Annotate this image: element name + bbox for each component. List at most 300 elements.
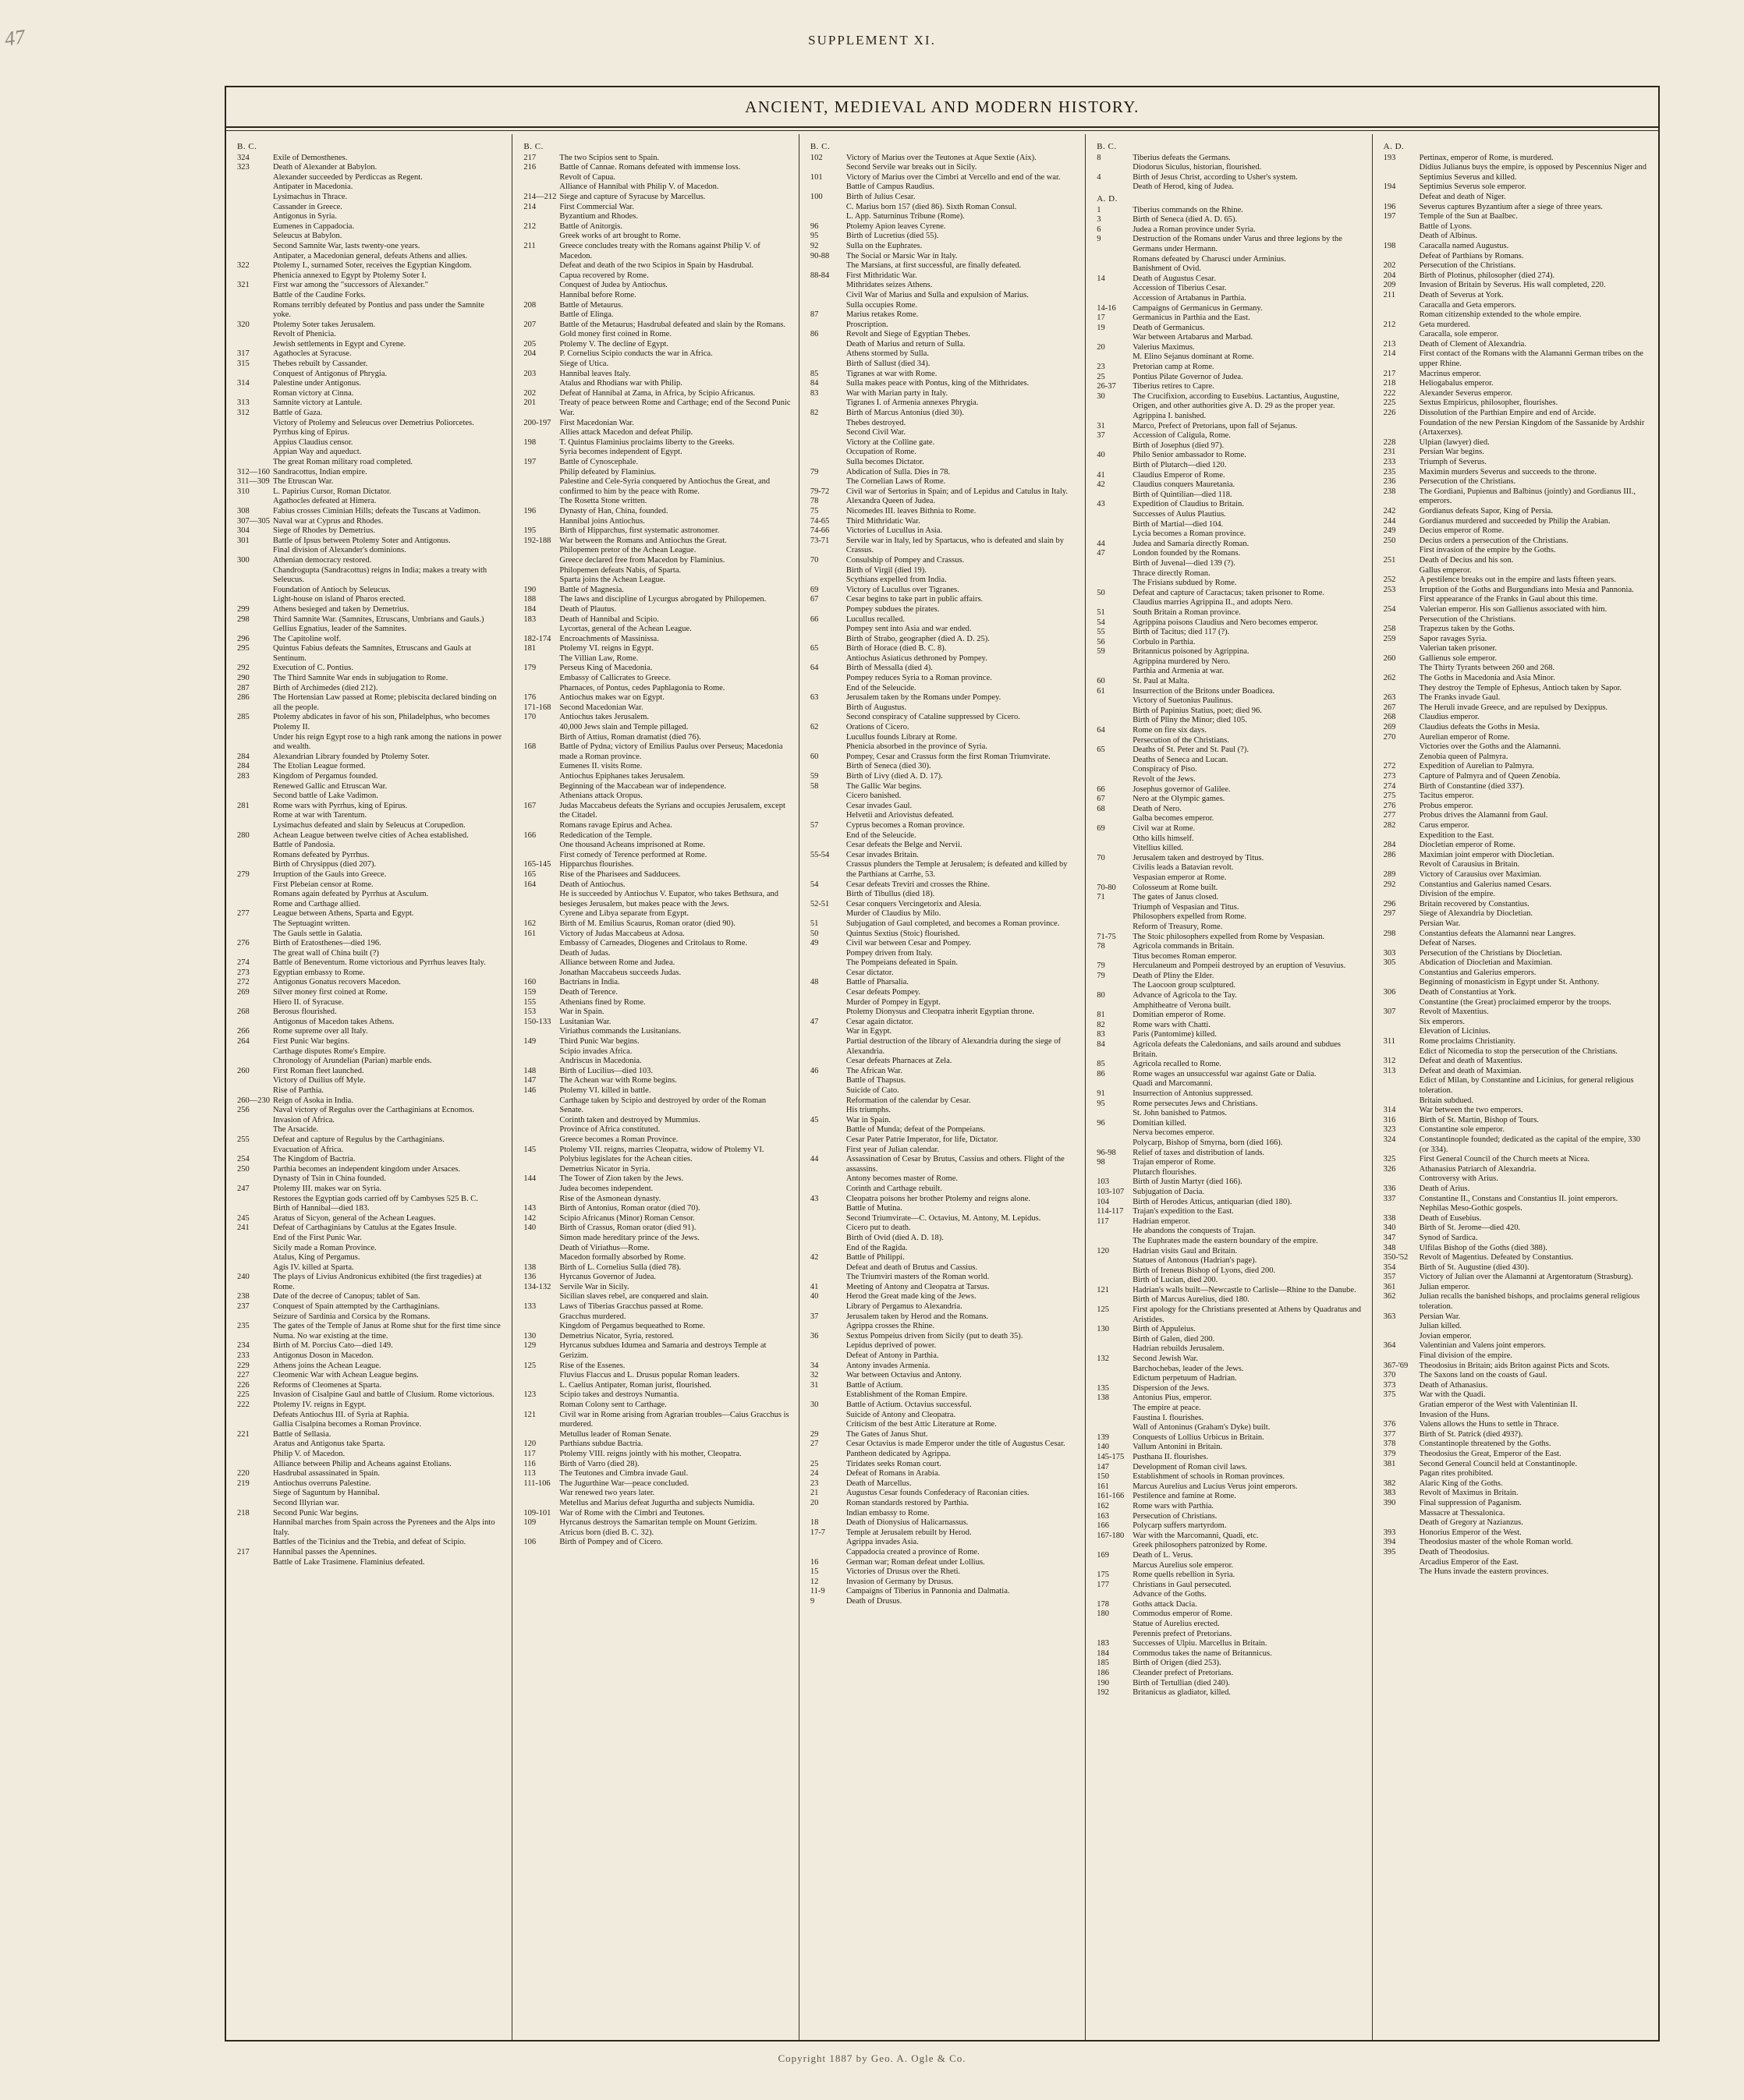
entry-event: Allies attack Macedon and defeat Philip. <box>559 428 693 437</box>
entry-year <box>1097 1237 1133 1247</box>
entry-year <box>810 802 846 812</box>
timeline-entry <box>523 1450 790 1460</box>
entry-event: Athenians fined by Rome. <box>559 997 646 1007</box>
entry-year: 44 <box>810 1155 819 1164</box>
entry-year: 212 <box>1383 320 1396 329</box>
entry-year <box>1384 1174 1420 1185</box>
timeline-entry <box>1097 765 1363 775</box>
timeline-entry <box>1097 1070 1363 1080</box>
entry-year: 195 <box>523 526 537 536</box>
timeline-entry <box>810 566 1077 576</box>
entry-event: Defeat of Narses. <box>1419 939 1476 948</box>
entry-event: Rise of Parthia. <box>273 1086 324 1095</box>
entry-year <box>810 398 846 409</box>
timeline-entry <box>523 1322 790 1332</box>
entry-event: War in Spain. <box>845 1115 891 1124</box>
entry-event: Birth of St. Jerome—died 420. <box>1419 1224 1521 1233</box>
entry-event: Capture of Palmyra and of Queen Zenobia. <box>1419 772 1561 781</box>
entry-event: Encroachments of Massinissa. <box>559 634 659 643</box>
entry-year <box>523 468 559 478</box>
entry-event: Birth of Constantine (died 337). <box>1419 781 1525 791</box>
entry-year: 237 <box>237 1302 250 1312</box>
timeline-entry <box>1384 271 1650 282</box>
entry-year: 214 <box>1383 349 1396 359</box>
entry-year: 48 <box>810 978 819 987</box>
entry-event: Defeat of Carthaginians by Catulus at the Egates Insule. <box>273 1224 457 1233</box>
timeline-entry <box>1384 1125 1650 1135</box>
entry-event: Cyrene and Libya separate from Egypt. <box>559 909 689 919</box>
entry-event: Civil war between Cesar and Pompey. <box>845 939 972 948</box>
entry-year: 274 <box>237 958 250 968</box>
entry-year <box>1097 569 1133 579</box>
timeline-entry <box>237 448 504 458</box>
entry-event: Eumenes in Cappadocia. <box>273 221 355 231</box>
entry-event: Birth of Virgil (died 19). <box>845 565 927 575</box>
timeline-entry <box>1384 546 1650 556</box>
entry-year: 3 <box>1097 215 1101 225</box>
timeline-entry <box>523 291 790 301</box>
entry-event: The gates of the Temple of Janus at Rome shut for the first time since Numa. No war existing at the time. <box>273 1322 501 1340</box>
entry-year: 43 <box>1097 500 1105 509</box>
entry-year: 253 <box>1383 585 1396 594</box>
entry-event: Agrippina murdered by Nero. <box>1133 657 1231 666</box>
timeline-entry <box>1097 471 1363 481</box>
entry-event: Gracchus murdered. <box>559 1312 626 1321</box>
entry-year: 140 <box>1097 1443 1109 1452</box>
entry-year: 378 <box>1383 1440 1396 1449</box>
entry-event: Victories of Drusus over the Rheti. <box>845 1567 961 1577</box>
entry-year: 91 <box>1097 1089 1105 1098</box>
entry-year <box>237 1146 273 1156</box>
timeline-entry <box>1384 1548 1650 1558</box>
entry-year: 101 <box>810 172 823 182</box>
entry-year <box>523 1292 559 1302</box>
timeline-entry <box>523 733 790 743</box>
entry-event: Irruption of the Gauls into Greece. <box>273 869 387 879</box>
timeline-entry <box>1384 958 1650 969</box>
timeline-entry <box>523 1067 790 1077</box>
timeline-entry <box>810 684 1077 694</box>
timeline-entry <box>237 507 504 517</box>
entry-year: 138 <box>1097 1394 1109 1403</box>
timeline-entry <box>810 1253 1077 1263</box>
timeline-entry <box>1384 860 1650 870</box>
entry-year: 84 <box>1097 1040 1105 1050</box>
timeline-entry <box>810 723 1077 733</box>
entry-event: Second Civil War. <box>845 428 906 437</box>
entry-event: Expedition of Aurelian to Palmyra. <box>1419 762 1534 771</box>
timeline-entry <box>523 693 790 703</box>
entry-event: C. Marius born 157 (died 86). Sixth Roman Consul. <box>845 202 1017 211</box>
timeline-entry <box>1097 854 1363 864</box>
entry-event: Amphitheatre of Verona built. <box>1133 1000 1231 1010</box>
timeline-entry <box>237 998 504 1008</box>
timeline-entry <box>237 1371 504 1381</box>
timeline-entry <box>810 635 1077 645</box>
timeline-entry <box>523 1273 790 1283</box>
entry-year: 251 <box>1383 555 1396 565</box>
entry-year <box>237 998 273 1008</box>
entry-event: Lycia becomes a Roman province. <box>1133 529 1246 539</box>
entry-event: Philopemen defeats Nabis, of Sparta. <box>559 565 682 575</box>
timeline-entry <box>810 497 1077 507</box>
timeline-entry <box>523 1204 790 1214</box>
entry-year: 326 <box>1383 1164 1396 1174</box>
entry-event: Antony becomes master of Rome. <box>845 1174 958 1184</box>
timeline-entry <box>1384 1312 1650 1323</box>
entry-event: The Thirty Tyrants between 260 and 268. <box>1419 664 1555 673</box>
entry-event: First Punic War begins. <box>273 1037 350 1046</box>
entry-event: The empire at peace. <box>1133 1404 1201 1412</box>
entry-event: Reign of Asoka in India. <box>273 1096 353 1105</box>
entry-event: Hyrcanus subdues Idumea and Samaria and destroys Temple at Gerizim. <box>559 1341 767 1361</box>
entry-event: Servile war in Italy, led by Spartacus, who is defeated and slain by Crassus. <box>845 536 1065 555</box>
entry-event: Birth of Archimedes (died 212). <box>273 683 378 692</box>
timeline-column-2 <box>512 134 799 2040</box>
entry-event: Death of Eusebius. <box>1419 1213 1482 1223</box>
entry-year <box>237 1420 273 1430</box>
entry-year <box>523 330 559 340</box>
timeline-entry <box>810 1018 1077 1028</box>
entry-event: Death of Theodosius. <box>1419 1547 1490 1556</box>
entry-year: 168 <box>523 742 537 752</box>
timeline-entry <box>1384 556 1650 566</box>
entry-event: Fabius crosses Ciminian Hills; defeats the Tuscans at Vadimon. <box>273 506 481 515</box>
timeline-entry <box>237 890 504 900</box>
timeline-entry <box>237 772 504 782</box>
entry-event: Alexander succeeded by Perdiccas as Regent. <box>273 172 423 182</box>
timeline-entry <box>237 526 504 537</box>
entry-year: 277 <box>237 909 250 919</box>
entry-event: Third Mithridatic War. <box>845 516 920 526</box>
entry-year: 324 <box>237 153 250 162</box>
entry-year <box>523 291 559 301</box>
entry-event: Statue of Aurelius erected. <box>1133 1620 1220 1629</box>
timeline-entry <box>1097 1001 1363 1011</box>
entry-year: 300 <box>237 555 250 565</box>
entry-year: 350-'52 <box>1383 1253 1409 1262</box>
entry-event: Claudius Emperor of Rome. <box>1133 470 1225 480</box>
entry-year: 143 <box>523 1204 537 1213</box>
entry-event: Second Servile war breaks out in Sicily. <box>845 163 977 172</box>
entry-event: Development of Roman civil laws. <box>1133 1462 1247 1471</box>
timeline-entry <box>523 468 790 478</box>
entry-year: 186 <box>1097 1669 1109 1678</box>
entry-event: War of Rome with the Cimbri and Teutones. <box>559 1508 705 1517</box>
entry-event: Judea and Samaria directly Roman. <box>1133 539 1250 548</box>
entry-year: 256 <box>237 1106 250 1115</box>
entry-year: 37 <box>1097 431 1105 441</box>
timeline-entry <box>523 831 790 841</box>
entry-year: 169 <box>1097 1550 1109 1560</box>
timeline-entry <box>1384 1558 1650 1568</box>
entry-event: Foundation of Antioch by Seleucus. <box>273 585 391 594</box>
entry-year: 238 <box>1383 487 1396 496</box>
entry-year: 204 <box>1383 271 1396 280</box>
timeline-entry <box>810 1057 1077 1067</box>
timeline-entry <box>1097 540 1363 550</box>
entry-event: Carthage disputes Rome's Empire. <box>273 1046 386 1056</box>
entry-year: 277 <box>1383 811 1396 820</box>
entry-year <box>1384 644 1420 654</box>
entry-year <box>1384 1018 1420 1028</box>
timeline-entry <box>523 1489 790 1499</box>
timeline-entry <box>810 949 1077 959</box>
timeline-entry <box>1097 1040 1363 1060</box>
timeline-entry <box>810 419 1077 429</box>
entry-year: 16 <box>810 1557 819 1567</box>
entry-year <box>1384 301 1420 311</box>
entry-year: 162 <box>1097 1501 1109 1510</box>
entry-event: Appian Way and aqueduct. <box>273 448 362 457</box>
timeline-entry <box>810 1401 1077 1411</box>
entry-year <box>810 841 846 851</box>
entry-event: Elevation of Licinius. <box>1419 1027 1491 1036</box>
timeline-entry <box>810 330 1077 340</box>
entry-year <box>1384 193 1420 203</box>
timeline-entry <box>237 1224 504 1234</box>
entry-year: 58 <box>810 781 819 791</box>
timeline-entry <box>810 1037 1077 1057</box>
entry-event: Marco, Prefect of Pretorians, upon fall of Sejanus. <box>1133 421 1298 430</box>
timeline-entry <box>237 1263 504 1273</box>
entry-event: Beginning of monasticism in Egypt under St. Anthony. <box>1419 978 1600 987</box>
timeline-entry <box>1097 461 1363 471</box>
entry-year: 286 <box>1383 850 1396 859</box>
entry-event: Birth of Quintilian—died 118. <box>1133 490 1232 499</box>
entry-year: 116 <box>523 1459 536 1468</box>
entry-event: Nephilas Meso-Gothic gospels. <box>1419 1204 1522 1213</box>
entry-event: Birth of Papinius Statius, poet; died 96. <box>1133 706 1262 715</box>
timeline-entry <box>523 723 790 733</box>
entry-event: Expedition to the East. <box>1419 830 1494 840</box>
timeline-entry <box>1384 890 1650 900</box>
entry-event: Campaigns of Germanicus in Germany. <box>1133 303 1263 313</box>
entry-event: Death of Athanasius. <box>1419 1380 1488 1390</box>
entry-year <box>1097 1079 1133 1089</box>
entry-year: 281 <box>237 801 250 810</box>
entry-event: Hadrian's walls built—Newcastle to Carlisle—Rhine to the Danube. <box>1133 1285 1356 1294</box>
timeline-entry <box>1384 880 1650 891</box>
timeline-entry <box>523 1362 790 1372</box>
timeline-entry <box>237 880 504 891</box>
entry-year <box>810 349 846 359</box>
entry-event: Death of Germanicus. <box>1133 323 1205 332</box>
entry-year <box>523 821 559 831</box>
timeline-entry <box>1384 517 1650 527</box>
entry-year <box>810 1548 846 1558</box>
entry-event: The Gates of Janus Shut. <box>845 1429 928 1439</box>
entry-event: Persian War. <box>1419 919 1461 928</box>
entry-year: 109 <box>523 1518 537 1528</box>
entry-event: Second General Council held at Constantinople. <box>1419 1459 1577 1468</box>
timeline-entry <box>1384 212 1650 222</box>
timeline-entry <box>237 1027 504 1037</box>
entry-event: Battle of Thapsus. <box>845 1076 906 1085</box>
entry-year: 86 <box>810 330 819 339</box>
timeline-entry <box>523 762 790 772</box>
entry-year: 87 <box>810 310 819 320</box>
timeline-entry <box>1384 1185 1650 1195</box>
timeline-entry <box>810 958 1077 969</box>
entry-event: Aratus and Antigonus take Sparta. <box>273 1440 385 1449</box>
timeline-entry <box>810 340 1077 350</box>
entry-year: 305 <box>1383 958 1396 968</box>
timeline-entry <box>810 890 1077 900</box>
entry-year <box>1097 1227 1133 1237</box>
entry-event: Lysimachus in Thrace. <box>273 192 348 201</box>
timeline-entry <box>237 154 504 164</box>
entry-event: Valentinian and Valens joint emperors. <box>1419 1341 1546 1351</box>
entry-year: 241 <box>237 1224 250 1233</box>
entry-event: The Frisians subdued by Rome. <box>1133 579 1237 588</box>
entry-year: 213 <box>1383 339 1396 349</box>
entry-event: Syria becomes independent of Egypt. <box>559 448 682 457</box>
timeline-entry <box>1097 1089 1363 1100</box>
timeline-entry <box>1097 490 1363 501</box>
entry-event: Birth of Tibullus (died 18). <box>845 890 935 899</box>
timeline-entry <box>1384 1450 1650 1460</box>
entry-event: Parthians subdue Bactria. <box>559 1440 643 1449</box>
entry-year <box>810 625 846 635</box>
entry-event: Antipater, a Macedonian general, defeats Athens and allies. <box>273 251 468 260</box>
timeline-entry <box>810 428 1077 438</box>
entry-event: Division of the empire. <box>1419 890 1496 899</box>
entry-event: Proscription. <box>845 320 888 329</box>
entry-event: Lepidus deprived of power. <box>845 1341 937 1351</box>
entry-event: Aratus of Sicyon, general of the Achean Leagues. <box>273 1213 436 1223</box>
entry-event: Murder of Pompey in Egypt. <box>845 997 941 1007</box>
entry-year <box>237 1460 273 1470</box>
timeline-entry <box>1097 628 1363 638</box>
entry-year: 316 <box>1383 1115 1396 1124</box>
entry-event: Battle of Mutina. <box>845 1204 902 1213</box>
entry-year <box>523 212 559 222</box>
timeline-entry <box>523 419 790 429</box>
timeline-entry <box>1097 1541 1363 1551</box>
entry-year: 184 <box>1097 1648 1109 1658</box>
entry-year: 41 <box>810 1282 819 1291</box>
entry-event: Battle of Munda; defeat of the Pompeians. <box>845 1125 985 1135</box>
timeline-entry <box>1384 949 1650 959</box>
timeline-entry <box>1384 605 1650 615</box>
entry-event: Cappadocia created a province of Rome. <box>845 1547 980 1556</box>
entry-year <box>237 301 273 320</box>
entry-year: 197 <box>1383 212 1396 221</box>
entry-year: 60 <box>1097 677 1105 686</box>
timeline-entry <box>523 222 790 232</box>
entry-year <box>1097 706 1133 717</box>
entry-event: First comedy of Terence performed at Rome. <box>559 850 707 859</box>
entry-event: Sicilian slaves rebel, are conquered and slain. <box>559 1292 709 1301</box>
entry-event: The Heruli invade Greece, and are repulsed by Dexippus. <box>1419 703 1608 712</box>
entry-year: 47 <box>810 1017 819 1026</box>
entry-event: Rise of the Pharisees and Sadducees. <box>559 869 681 879</box>
entry-year <box>1097 412 1133 422</box>
entry-event: The Villian Law, Rome. <box>559 653 639 663</box>
entry-year: 276 <box>1383 801 1396 810</box>
entry-event: Jerusalem taken by the Romans under Pompey. <box>845 693 1001 703</box>
entry-event: Temple of the Sun at Baalbec. <box>1419 212 1519 221</box>
entry-year: 292 <box>237 664 250 673</box>
entry-year <box>237 1253 273 1263</box>
era-heading: B. C. <box>237 142 257 151</box>
timeline-entry <box>1384 203 1650 213</box>
entry-event: Rome wages an unsuccessful war against Gate or Dalia. <box>1133 1069 1317 1078</box>
timeline-entry <box>810 291 1077 301</box>
entry-year: 382 <box>1383 1478 1396 1488</box>
timeline-entry <box>810 1106 1077 1116</box>
timeline-entry <box>237 1509 504 1519</box>
entry-event: Defeat of Antony in Parthia. <box>845 1351 939 1361</box>
entry-year: 44 <box>1097 539 1105 548</box>
entry-event: Birth of Ireneus Bishop of Lyons, died 200. <box>1133 1266 1276 1275</box>
entry-year <box>1097 1374 1133 1384</box>
entry-year: 8 <box>1097 153 1101 162</box>
entry-event: End of the Seleucide. <box>845 830 916 840</box>
timeline-entry <box>523 566 790 576</box>
entry-year <box>810 949 846 959</box>
timeline-entry <box>1097 1423 1363 1433</box>
entry-year: 307—305 <box>237 516 270 526</box>
timeline-entry <box>1097 559 1363 569</box>
entry-event: Reforms of Cleomenes at Sparta. <box>273 1380 382 1390</box>
timeline-entry <box>1384 1518 1650 1528</box>
entry-event: Victory of Ptolemy and Seleucus over Demetrius Poliorcetes. <box>273 418 474 427</box>
timeline-entry <box>810 1135 1077 1146</box>
entry-year: 301 <box>237 536 250 545</box>
entry-year: 393 <box>1383 1528 1396 1537</box>
entry-event: Polycarp, Bishop of Smyrna, born (died 166). <box>1133 1138 1283 1147</box>
entry-event: Paris (Pantomime) killed. <box>1133 1030 1217 1039</box>
entry-year <box>1097 510 1133 520</box>
entry-event: Battle of Beneventum. Rome victorious and Pyrrhus leaves Italy. <box>273 958 486 968</box>
timeline-entry <box>810 389 1077 399</box>
entry-event: Hadrian emperor. <box>1133 1216 1190 1226</box>
entry-event: Greece declared free from Macedon by Flaminius. <box>559 555 725 565</box>
entry-event: Ptolemy VI. killed in battle. <box>559 1086 651 1095</box>
entry-event: Battle of Pydna; victory of Emilius Paulus over Perseus; Macedonia made a Roman province. <box>559 742 783 761</box>
entry-event: Death of Alexander at Babylon. <box>273 163 378 172</box>
entry-year: 266 <box>237 1027 250 1036</box>
timeline-entry <box>1097 1011 1363 1021</box>
entry-event: Battles of the Ticinius and the Trebia, and defeat of Scipio. <box>273 1538 466 1547</box>
entry-event: Synod of Sardica. <box>1419 1233 1478 1242</box>
entry-event: Helvetii and Ariovistus defeated. <box>845 811 955 820</box>
timeline-entry <box>1097 1561 1363 1571</box>
entry-event: Roman citizenship extended to the whole empire. <box>1419 310 1582 320</box>
entry-event: Defeat and capture of Regulus by the Carthaginians. <box>273 1135 445 1144</box>
entry-event: Edict of Milan, by Constantine and Licinius, for general religious toleration. <box>1419 1076 1634 1095</box>
entry-event: Philo Senior ambassador to Rome. <box>1133 451 1246 460</box>
timeline-entry <box>1097 972 1363 982</box>
timeline-entry <box>237 1411 504 1421</box>
entry-event: Greek philosophers patronized by Rome. <box>1133 1541 1267 1550</box>
timeline-entry <box>810 1067 1077 1077</box>
entry-event: Sulla makes peace with Pontus, king of the Mithridates. <box>845 379 1030 388</box>
entry-event: Demetrius Nicator in Syria. <box>559 1164 650 1174</box>
entry-event: Second Jewish War. <box>1133 1355 1199 1364</box>
entry-year: 67 <box>1097 795 1105 804</box>
entry-year: 216 <box>523 163 537 172</box>
entry-year <box>523 1234 559 1244</box>
timeline-entry <box>810 182 1077 193</box>
entry-year <box>1097 873 1133 884</box>
entry-event: Birth of Josephus (died 97). <box>1133 441 1225 450</box>
timeline-entry <box>1384 1076 1650 1096</box>
timeline-entry <box>1384 1469 1650 1479</box>
timeline-entry <box>523 1244 790 1254</box>
